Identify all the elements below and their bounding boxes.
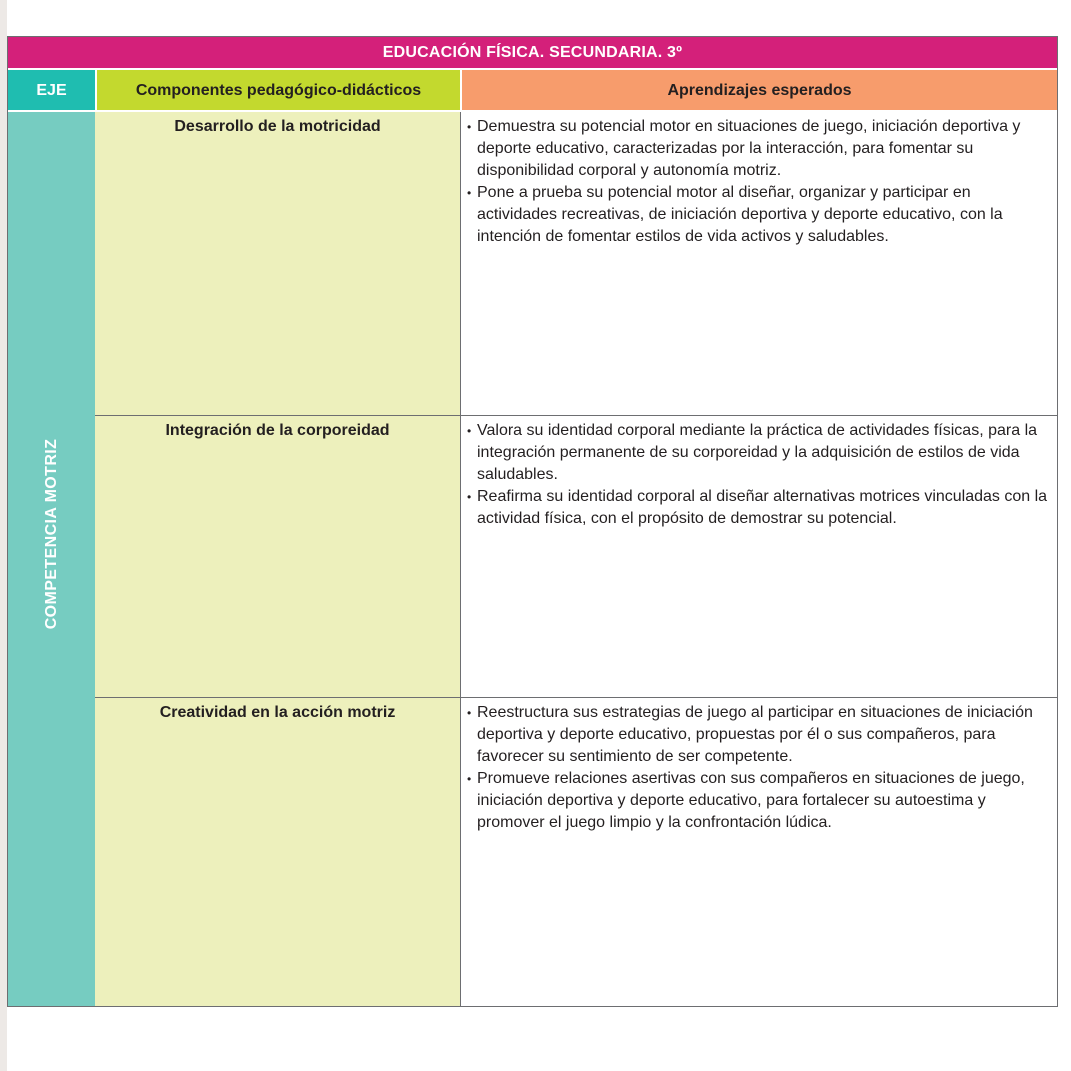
curriculum-table [7,36,1058,1007]
header-eje: EJE [8,68,95,110]
componente-creatividad-accion-motriz: Creatividad en la acción motriz [159,704,396,721]
eje-value: COMPETENCIA MOTRIZ [43,438,60,630]
aprendizaje-item: • Valora su identidad corporal mediante la práctica de actividades físicas, para la integración permanente de su corporeidad y la adquisición de estilos de vida saludables. [467,420,1055,486]
aprendizaje-item: • Reafirma su identidad corporal al diseñar alternativas motrices vinculadas con la actividad física, con el propósito de demostrar su potencial. [467,486,1055,530]
aprendizaje-item: • Promueve relaciones asertivas con sus compañeros en situaciones de juego, iniciación deportiva y deporte educativo, para fortalecer su autoestima y promover el juego limpio y la confrontación lúdica. [467,768,1055,834]
row-divider [95,415,1057,416]
page-edge-strip [0,0,7,1071]
componente-desarrollo-motricidad: Desarrollo de la motricidad [174,118,381,135]
table-title: EDUCACIÓN FÍSICA. SECUNDARIA. 3º [8,37,1057,68]
componente-integracion-corporeidad: Integración de la corporeidad [165,422,390,439]
aprendizajes-list [467,420,1055,530]
aprendizajes-list [467,116,1055,248]
row-divider [95,697,1057,698]
componentes-column [95,112,460,1006]
header-aprendizajes: Aprendizajes esperados [460,68,1057,110]
aprendizajes-list [467,702,1055,834]
aprendizaje-item: • Pone a prueba su potencial motor al diseñar, organizar y participar en actividades recreativas, de iniciación deportiva y deporte educativo, con la intención de fomentar estilos de vida activos y saludables. [467,182,1055,248]
aprendizaje-item: • Reestructura sus estrategias de juego al participar en situaciones de iniciación deportiva y deporte educativo, propuestas por él o sus compañeros, para favorecer su sentimiento de ser competente. [467,702,1055,768]
aprendizaje-item: • Demuestra su potencial motor en situaciones de juego, iniciación deportiva y deporte educativo, caracterizadas por la interacción, para fomentar su disponibilidad corporal y autonomía motriz. [467,116,1055,182]
eje-column [8,112,95,1006]
header-componentes: Componentes pedagógico-didácticos [95,68,460,110]
column-divider [460,112,461,1006]
